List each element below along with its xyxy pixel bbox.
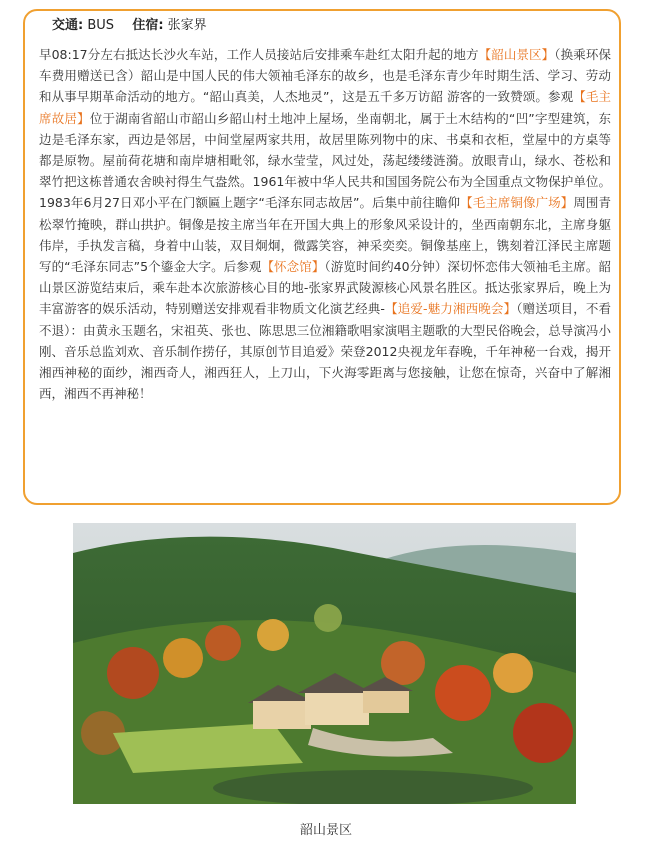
stay-label: 住宿: bbox=[132, 18, 164, 33]
text-run: （游览时间约40分钟）深切怀恋伟大领袖毛主席。韶山景区游览结束后，乘车赴本次旅游核心目的地-张家界武陵源核心风景名胜区。抵达张家界后，晚上为丰富游客的娱乐活动，特别赠送安排观看非物质文化演艺经典- bbox=[39, 259, 611, 317]
highlight-attraction: 【追爱-魅力湘西晚会】 bbox=[384, 301, 517, 317]
text-run: 早08:17分左右抵达长沙火车站，工作人员接站后安排乘车赴红太阳升起的地方 bbox=[39, 47, 479, 62]
text-run: （换乘环保车费用赠送已含）韶山是中国人民的伟大领袖毛泽东的故乡，也是毛泽东青少年时期生活、学习、劳动和从事早期革命活动的地方。“韶山真美，人杰地灵”，这是五千多万访韶 游客的一致赞颂。参观 bbox=[39, 47, 611, 105]
highlight-attraction: 【怀念馆】 bbox=[261, 259, 325, 275]
stay-value: 张家界 bbox=[167, 18, 207, 33]
itinerary-header bbox=[52, 17, 207, 35]
itinerary-box bbox=[23, 9, 621, 505]
transport-value: BUS bbox=[87, 18, 115, 33]
text-run: 周围青松翠竹掩映，群山拱护。铜像是按主席当年在开国大典上的形象风采设计的，坐西南朝东北，主席身躯伟岸，手执发言稿，身着中山装，双目炯炯，微露笑容，神采奕奕。铜像基座上，镌刻着江泽民主席题写的“毛泽东同志”5个鎏金大字。后参观 bbox=[39, 195, 611, 275]
text-run: （赠送项目，不看不退）：由黄永玉题名，宋祖英、张也、陈思思三位湘籍歌唱家演唱主题歌的大型民俗晚会，总导演冯小刚、音乐总监刘欢、音乐制作捞仔，其原创节目追爱》荣登2012央视龙年春晚，千年神秘一台戏，揭开湘西神秘的面纱，湘西奇人，湘西狂人，上刀山，下火海零距离与您接触，让您在惊奇，兴奋中了解湘西，湘西不再神秘！ bbox=[39, 301, 611, 402]
photo-caption: 韶山景区 bbox=[299, 823, 352, 838]
text-run: 位于湖南省韶山市韶山乡韶山村土地冲上屋场，坐南朝北，属于土木结构的“凹”字型建筑，东边是毛泽东家，西边是邻居，中间堂屋两家共用，故居里陈列物中的床、书桌和衣柜，堂屋中的方桌等都是原物。屋前荷花塘和南岸塘相毗邻，绿水莹莹，风过处，荡起缕缕涟漪。放眼青山，绿水、苍松和翠竹把这栋普通农舍映衬得生气盎然。1961年被中华人民共和国国务院公布为全国重点文物保护单位。1983年6月27日邓小平在门额匾上题字“毛泽东同志故居”。后集中前往瞻仰 bbox=[39, 110, 611, 211]
itinerary-description bbox=[39, 44, 611, 404]
shaoshan-scenic-photo bbox=[73, 523, 576, 804]
highlight-attraction: 【毛主席铜像广场】 bbox=[460, 195, 574, 211]
highlight-attraction: 【毛主席故居】 bbox=[39, 89, 611, 126]
highlight-attraction: 【韶山景区】 bbox=[478, 47, 555, 62]
transport-label: 交通: bbox=[52, 18, 84, 33]
